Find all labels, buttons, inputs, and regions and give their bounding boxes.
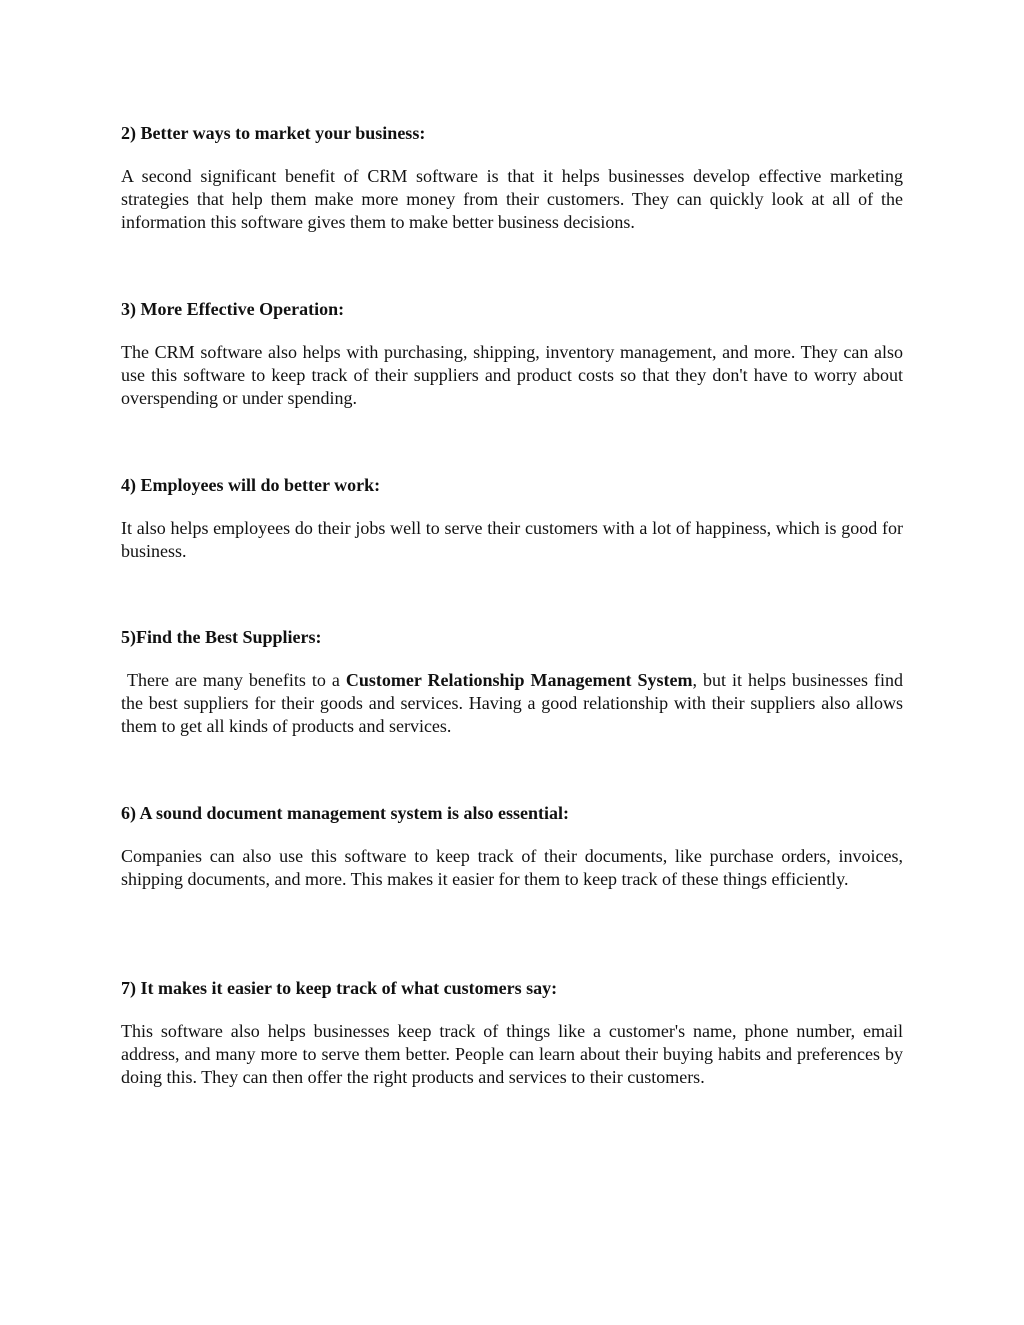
section-body: This software also helps businesses keep track of things like a customer's name, phone number, email address, and many more to serve them better. People can learn about their buying habits and preferences by doing this. They can then offer the right products and services to their customers.: [121, 1021, 903, 1088]
section-body: It also helps employees do their jobs well to serve their customers with a lot of happiness, which is good for business.: [121, 518, 903, 562]
section-better-marketing: [121, 122, 903, 235]
section-employees: [121, 474, 903, 563]
section-heading: 3) More Effective Operation:: [121, 299, 345, 319]
section-customer-tracking: [121, 977, 903, 1090]
section-body: [121, 669, 903, 739]
section-effective-operation: [121, 298, 903, 411]
section-body: A second significant benefit of CRM software is that it helps businesses develop effective marketing strategies that help them make more money from their customers. They can quickly look at all of the information this software gives them to make better business decisions.: [121, 166, 903, 233]
section-heading: 7) It makes it easier to keep track of what customers say:: [121, 978, 558, 998]
section-body-pre: There are many benefits to a: [121, 670, 346, 690]
section-heading: 5)Find the Best Suppliers:: [121, 627, 322, 647]
section-document-management: [121, 802, 903, 891]
section-heading: 6) A sound document management system is also essential:: [121, 803, 570, 823]
section-body: Companies can also use this software to keep track of their documents, like purchase orders, invoices, shipping documents, and more. This makes it easier for them to keep track of these things efficiently.: [121, 846, 903, 890]
section-body: The CRM software also helps with purchasing, shipping, inventory management, and more. They can also use this software to keep track of their suppliers and product costs so that they don't have to worry about overspending or under spending.: [121, 342, 903, 409]
section-body-bold: Customer Relationship Management System: [345, 670, 693, 690]
section-heading: 2) Better ways to market your business:: [121, 123, 426, 143]
section-best-suppliers: [121, 626, 903, 739]
section-body-post: , but it helps businesses find the best suppliers for their goods and services. Having a good relationship with their suppliers also allows them to get all kinds of products and services.: [121, 670, 904, 737]
section-heading: 4) Employees will do better work:: [121, 475, 381, 495]
